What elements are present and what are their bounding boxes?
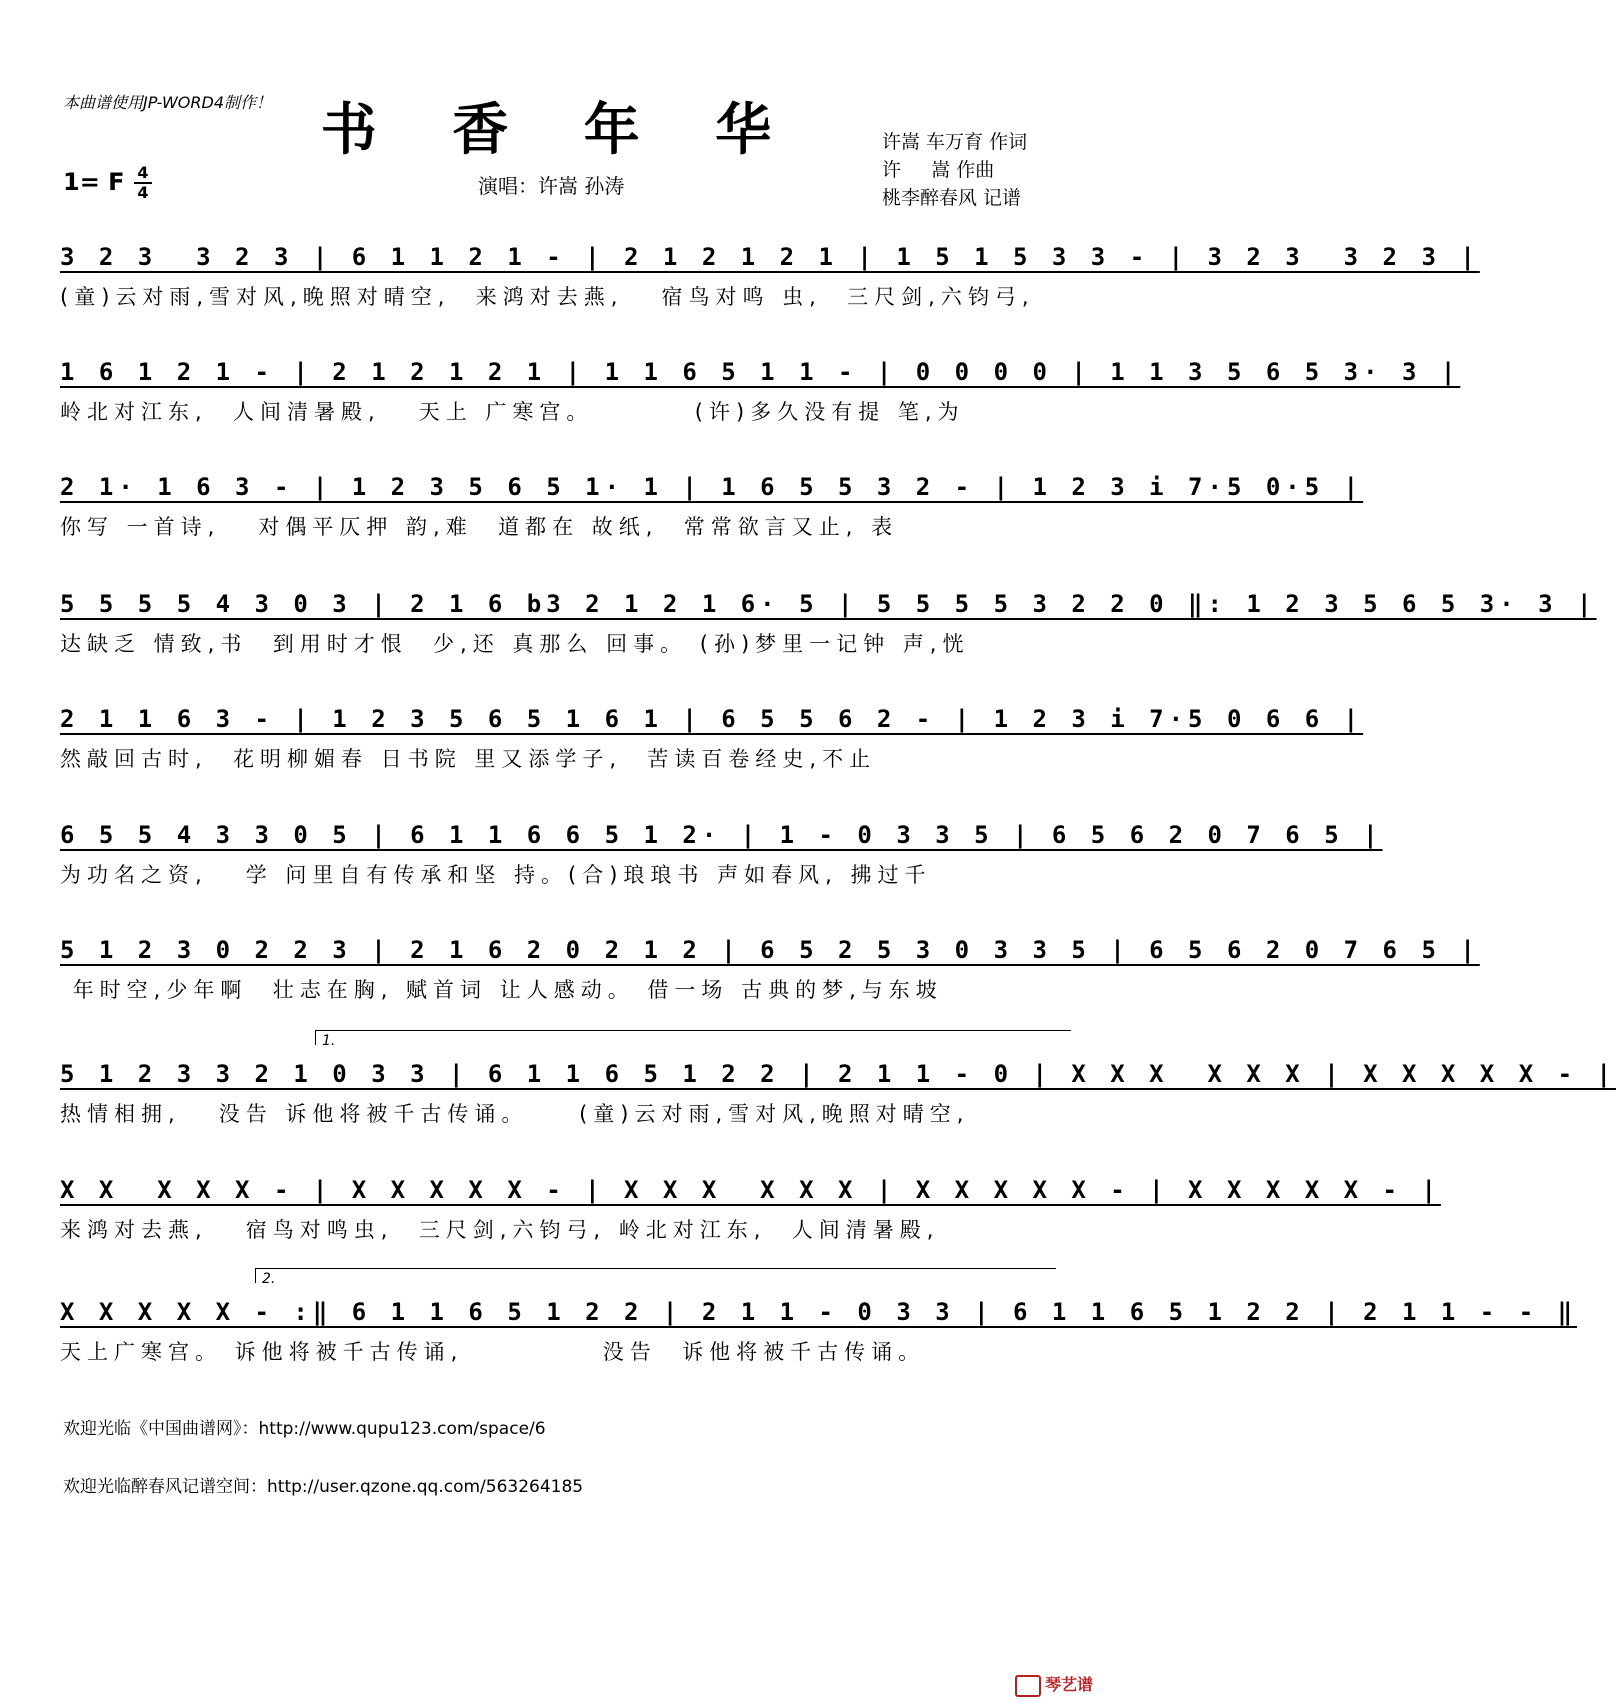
score-system: [60, 350, 1461, 426]
footer-link-qupu[interactable]: 欢迎光临《中国曲谱网》：http://www.qupu123.com/space/6: [63, 1419, 546, 1439]
volta-first-ending: [315, 1030, 1071, 1049]
song-title: 书 香 年 华: [320, 97, 800, 163]
score-system: [60, 813, 1383, 889]
notation-line: X X X X X - | X X X X X - | X X X X X X | X X X X X - | X X X X X - |: [60, 1176, 1441, 1204]
time-signature-bottom: 4: [137, 183, 149, 202]
time-signature-top: 4: [137, 163, 149, 182]
volta-second-ending: [255, 1268, 1056, 1287]
singers: 演唱：许嵩 孙涛: [478, 174, 625, 198]
notation-line: 6 5 5 4 3 3 0 5 | 6 1 1 6 6 5 1 2· | 1 - 0 3 3 5 | 6 5 6 2 0 7 6 5 |: [60, 821, 1383, 849]
lyrics-line: 岭北对江东, 人间清暑殿, 天上 广寒宫。 (许)多久没有提 笔,为: [60, 400, 965, 424]
score-system: [60, 582, 1597, 658]
lyrics-line: 年时空,少年啊 壮志在胸, 赋首词 让人感动。 借一场 古典的梦,与东坡: [60, 978, 943, 1002]
notation-line: 2 1· 1 6 3 - | 1 2 3 5 6 5 1· 1 | 1 6 5 5 3 2 - | 1 2 3 i 7·5 0·5 |: [60, 473, 1364, 501]
score-system: [60, 697, 1364, 773]
notation-line: 2 1 1 6 3 - | 1 2 3 5 6 5 1 6 1 | 6 5 5 6 2 - | 1 2 3 i 7·5 0 6 6 |: [60, 705, 1364, 733]
logo-icon: [1015, 1675, 1041, 1697]
credit-transcriber: 桃李醉春风 记谱: [882, 187, 1022, 209]
volta-label: 2.: [262, 1271, 276, 1287]
maker-note: 本曲谱使用JP-WORD4制作！: [63, 93, 273, 112]
notation-line: 5 1 2 3 3 2 1 0 3 3 | 6 1 1 6 5 1 2 2 | 2 1 1 - 0 | X X X X X X | X X X X X - |: [60, 1060, 1616, 1088]
score-system: [60, 235, 1480, 311]
key-signature: 1= F: [63, 168, 125, 196]
lyrics-line: 达缺乏 情致,书 到用时才恨 少,还 真那么 回事。 (孙)梦里一记钟 声,恍: [60, 632, 970, 656]
credit-composer: 许 嵩 作曲: [882, 159, 995, 181]
lyrics-line: 你写 一首诗, 对偶平仄押 韵,难 道都在 故纸, 常常欲言又止, 表: [60, 515, 899, 539]
notation-line: 3 2 3 3 2 3 | 6 1 1 2 1 - | 2 1 2 1 2 1 | 1 5 1 5 3 3 - | 3 2 3 3 2 3 |: [60, 243, 1480, 271]
notation-line: X X X X X - :‖ 6 1 1 6 5 1 2 2 | 2 1 1 - 0 3 3 | 6 1 1 6 5 1 2 2 | 2 1 1 - - ‖: [60, 1298, 1578, 1326]
footer-link-qzone[interactable]: 欢迎光临醉春风记谱空间：http://user.qzone.qq.com/563264185: [63, 1477, 584, 1497]
credit-lyrics: 许嵩 车万育 作词: [882, 131, 1028, 153]
site-logo: [1015, 1672, 1093, 1697]
score-system: [60, 928, 1480, 1004]
time-signature: [134, 164, 152, 202]
score-system: [60, 1168, 1441, 1244]
lyrics-line: 然敲回古时, 花明柳媚春 日书院 里又添学子, 苦读百卷经史,不止: [60, 747, 877, 771]
notation-line: 1 6 1 2 1 - | 2 1 2 1 2 1 | 1 1 6 5 1 1 - | 0 0 0 0 | 1 1 3 5 6 5 3· 3 |: [60, 358, 1461, 386]
lyrics-line: 来鸿对去燕, 宿鸟对鸣虫, 三尺剑,六钧弓, 岭北对江东, 人间清暑殿,: [60, 1218, 940, 1242]
notation-line: 5 5 5 5 4 3 0 3 | 2 1 6 b3 2 1 2 1 6· 5 | 5 5 5 5 3 2 2 0 ‖: 1 2 3 5 6 5 3· 3 |: [60, 590, 1597, 618]
score-system: [60, 465, 1364, 541]
lyrics-line: 为功名之资, 学 问里自有传承和坚 持。(合)琅琅书 声如春风, 拂过千: [60, 863, 932, 887]
credits: [882, 128, 1027, 212]
score-system: [60, 1290, 1578, 1366]
volta-label: 1.: [322, 1033, 336, 1049]
logo-text: 琴艺谱: [1045, 1675, 1094, 1694]
lyrics-line: 天上广寒宫。 诉他将被千古传诵, 没告 诉他将被千古传诵。: [60, 1340, 926, 1364]
notation-line: 5 1 2 3 0 2 2 3 | 2 1 6 2 0 2 1 2 | 6 5 2 5 3 0 3 3 5 | 6 5 6 2 0 7 6 5 |: [60, 936, 1480, 964]
lyrics-line: 热情相拥, 没告 诉他将被千古传诵。 (童)云对雨,雪对风,晚照对晴空,: [60, 1102, 970, 1126]
lyrics-line: (童)云对雨,雪对风,晚照对晴空, 来鸿对去燕, 宿鸟对鸣 虫, 三尺剑,六钧弓,: [60, 285, 1035, 309]
score-system: [60, 1052, 1616, 1128]
